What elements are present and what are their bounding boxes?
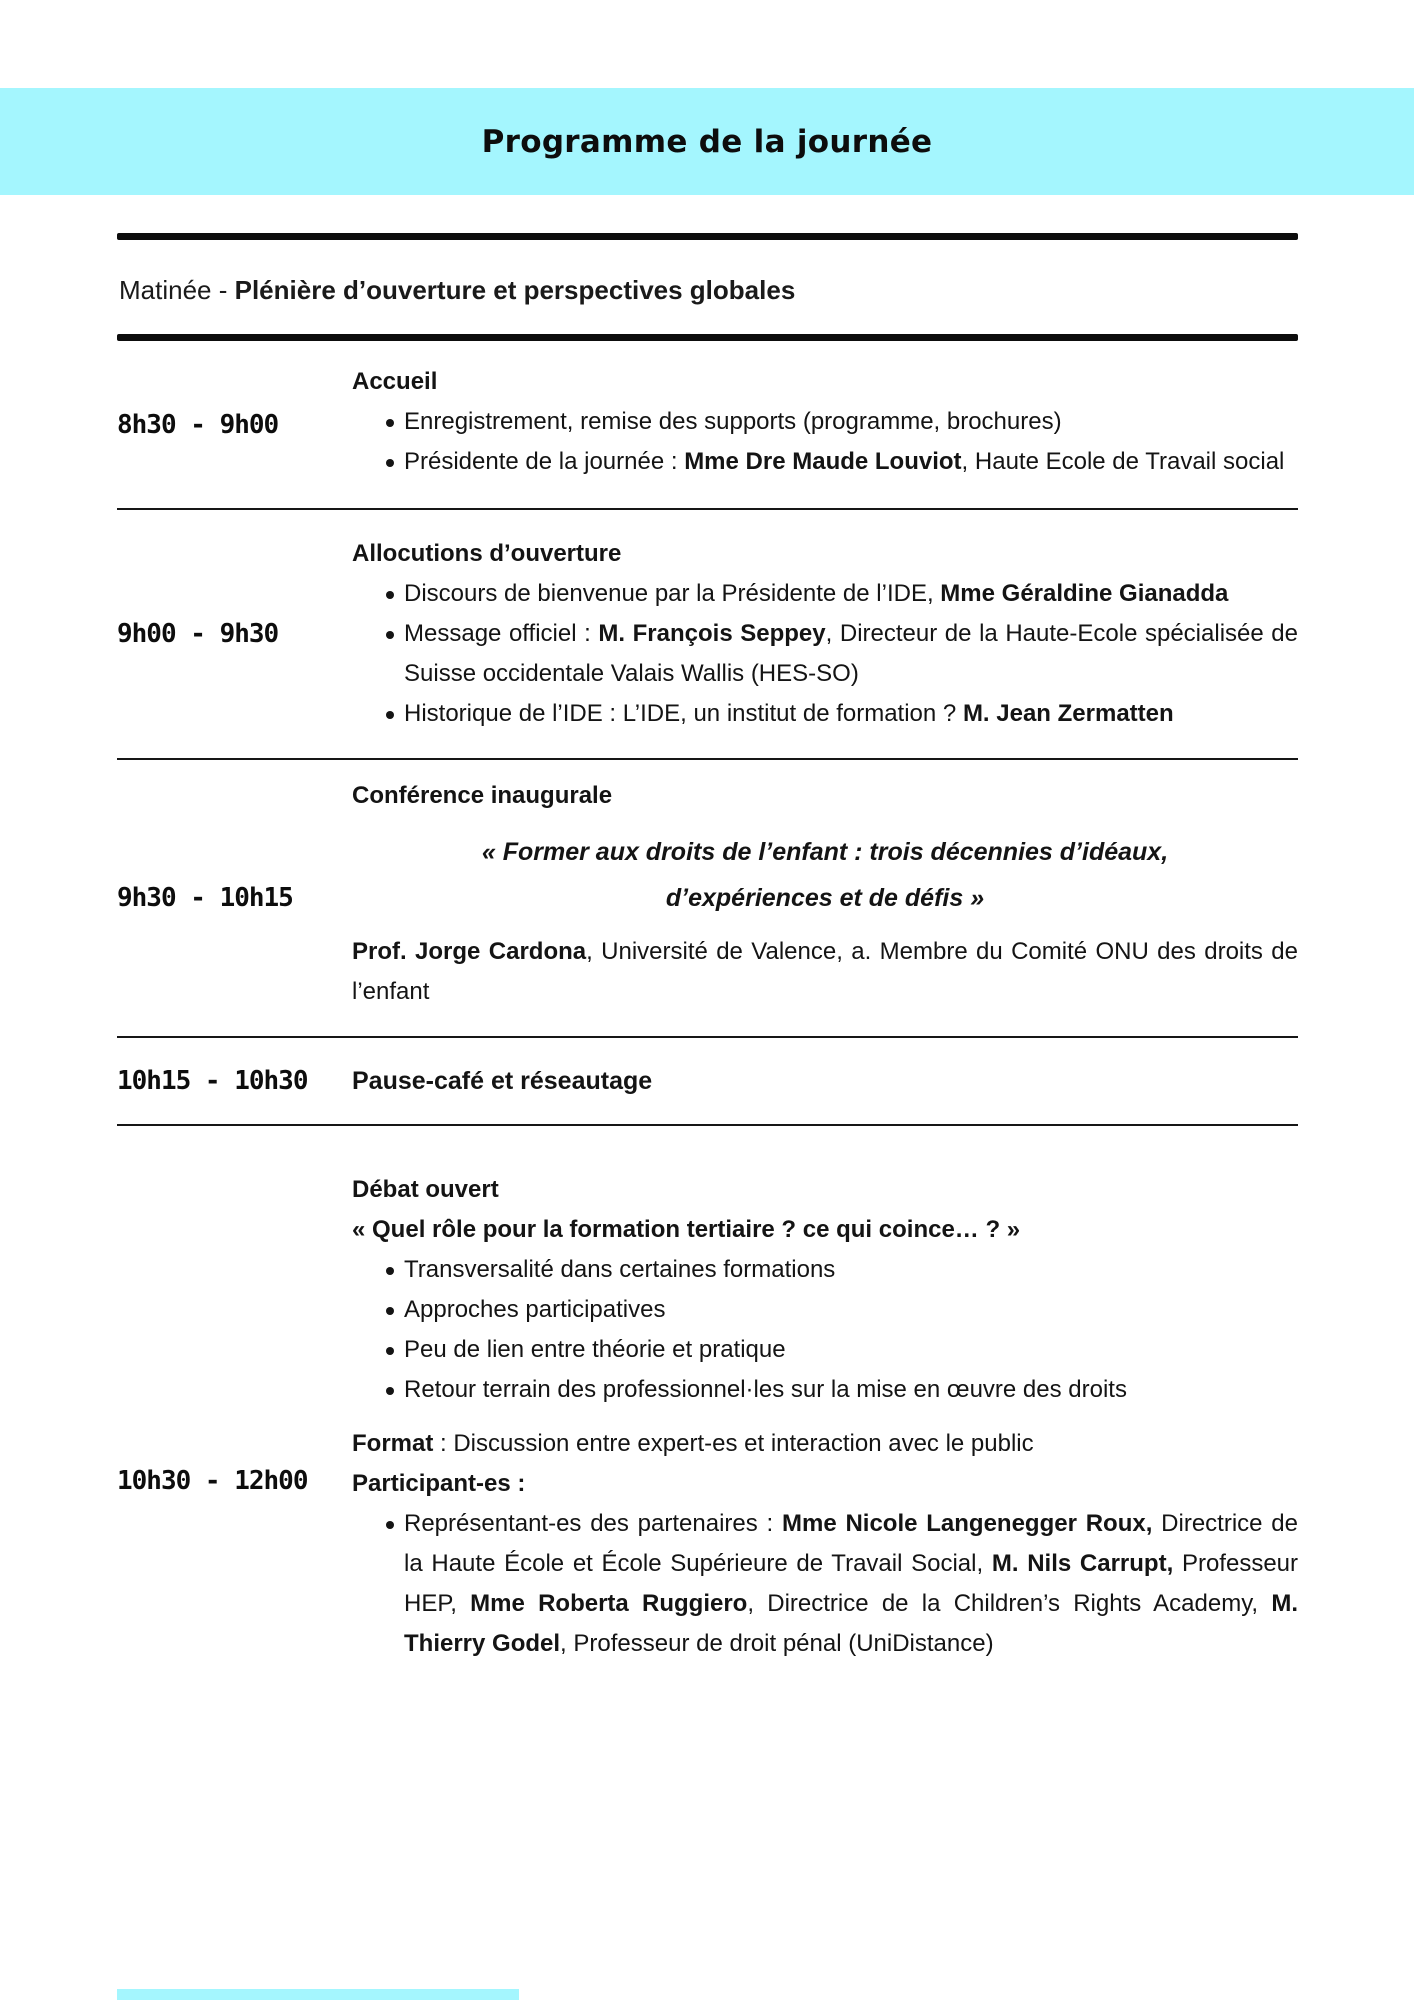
conference-quote-line: « Former aux droits de l’enfant : trois décennies d’idéaux, xyxy=(481,838,1169,866)
horizontal-rule-top xyxy=(117,233,1298,240)
bullet-list xyxy=(352,402,1298,482)
schedule-row-allocutions xyxy=(117,510,1298,760)
page-title: Programme de la journée xyxy=(481,123,933,160)
row-title: Conférence inaugurale xyxy=(352,782,613,809)
bullet-list xyxy=(352,1504,1298,1664)
row-content xyxy=(352,760,1298,1036)
section-heading xyxy=(117,240,1298,334)
bullet-item: Représentant-es des partenaires : Mme Nicole Langenegger Roux, Directrice de la Haute École et École Supérieure de Travail Social, M. Nils Carrupt, Professeur HEP, Mme Roberta Ruggiero, Directrice de la Children’s Rights Academy, M. Thierry Godel, Professeur de droit pénal (UniDistance) xyxy=(352,1504,1298,1664)
section-heading-title: Plénière d’ouverture et perspectives globales xyxy=(234,275,796,305)
row-title: Accueil xyxy=(352,368,438,395)
time-label: 8h30 - 9h00 xyxy=(117,409,279,440)
schedule-table xyxy=(117,341,1298,1684)
bullet-item: Discours de bienvenue par la Présidente de l’IDE, Mme Géraldine Gianadda xyxy=(352,574,1298,614)
row-content xyxy=(352,341,1298,508)
bullet-item: Enregistrement, remise des supports (programme, brochures) xyxy=(352,402,1298,442)
participants-label: Participant-es : xyxy=(352,1470,526,1497)
row-title: Pause-café et réseautage xyxy=(352,1067,653,1095)
bullet-list xyxy=(352,574,1298,734)
spacer xyxy=(352,1410,1298,1424)
time-label: 9h30 - 10h15 xyxy=(117,883,293,913)
row-content xyxy=(352,510,1298,758)
schedule-row-accueil xyxy=(117,341,1298,510)
schedule-row-conference xyxy=(117,760,1298,1038)
bullet-item: Historique de l’IDE : L’IDE, un institut de formation ? M. Jean Zermatten xyxy=(352,694,1298,734)
row-content xyxy=(352,1126,1298,1684)
bullet-item: Peu de lien entre théorie et pratique xyxy=(352,1330,1298,1370)
page-banner xyxy=(0,88,1414,195)
bullet-item: Transversalité dans certaines formations xyxy=(352,1250,1298,1290)
schedule-row-pause xyxy=(117,1038,1298,1126)
time-label: 10h15 - 10h30 xyxy=(117,1066,308,1096)
time-label: 9h00 - 9h30 xyxy=(117,619,279,649)
debate-question: « Quel rôle pour la formation tertiaire ? ce qui coince… ? » xyxy=(352,1216,1021,1243)
schedule-row-debat xyxy=(117,1126,1298,1684)
conference-quote xyxy=(352,829,1298,921)
row-content xyxy=(352,1038,1298,1124)
bullet-item: Présidente de la journée : Mme Dre Maude Louviot, Haute Ecole de Travail social xyxy=(352,442,1298,482)
row-title: Débat ouvert xyxy=(352,1176,499,1203)
row-title: Allocutions d’ouverture xyxy=(352,540,622,567)
format-line: Format : Discussion entre expert-es et interaction avec le public xyxy=(352,1430,1034,1457)
next-section-banner-edge xyxy=(117,1989,519,2000)
bullet-item: Retour terrain des professionnel·les sur la mise en œuvre des droits xyxy=(352,1370,1298,1410)
bullet-list xyxy=(352,1250,1298,1410)
bullet-item: Approches participatives xyxy=(352,1290,1298,1330)
program-document xyxy=(117,233,1298,1684)
speaker-line: Prof. Jorge Cardona, Université de Valence, a. Membre du Comité ONU des droits de l’enfant xyxy=(352,938,1298,1005)
section-heading-prefix: Matinée - xyxy=(119,275,235,305)
horizontal-rule-heading xyxy=(117,334,1298,341)
conference-quote-line: d’expériences et de défis » xyxy=(665,884,985,912)
time-label: 10h30 - 12h00 xyxy=(117,1466,308,1496)
bullet-item: Message officiel : M. François Seppey, Directeur de la Haute-Ecole spécialisée de Suisse occidentale Valais Wallis (HES-SO) xyxy=(352,614,1298,694)
